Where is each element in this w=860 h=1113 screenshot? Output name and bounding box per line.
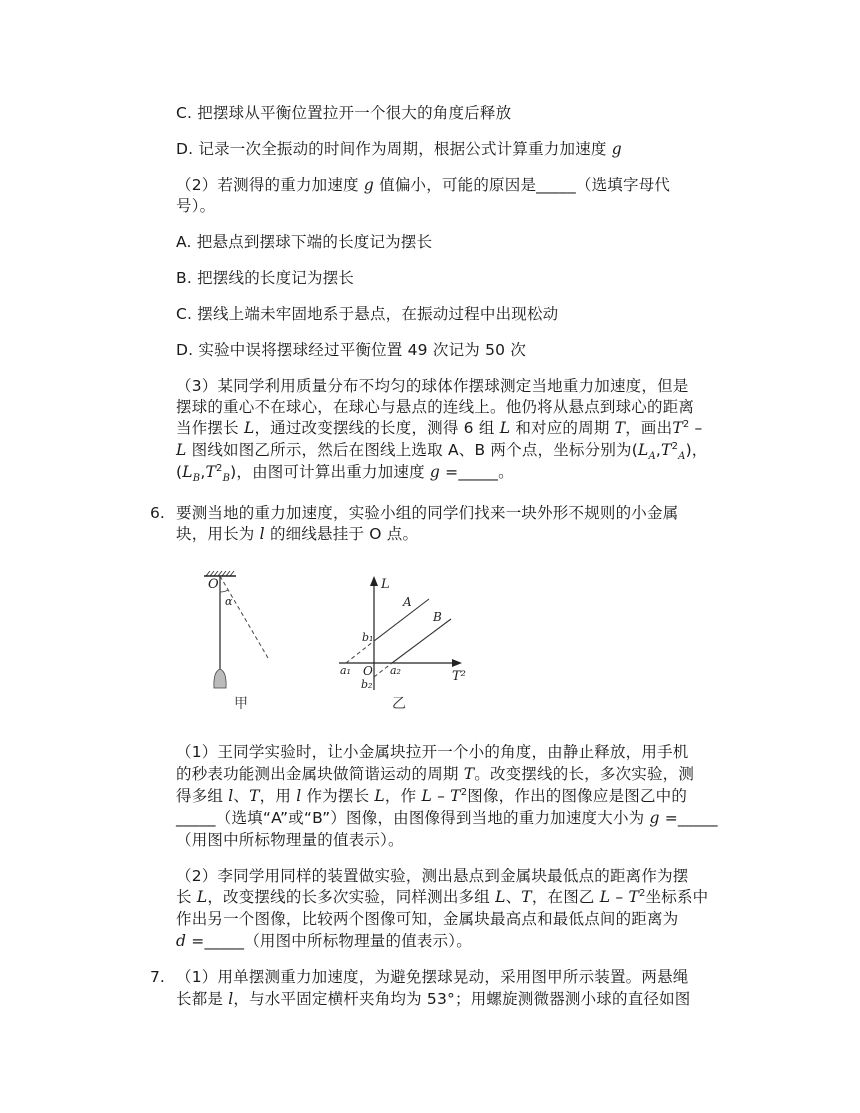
- option-c-line: C. 把摆球从平衡位置拉开一个很大的角度后释放: [176, 104, 512, 122]
- label-T2-axis: T²: [452, 669, 466, 684]
- label-O-jia: O: [208, 577, 219, 592]
- sub-question-2-line1: （2）若测得的重力加速度 g 值偏小，可能的原因是_____（选填字母代: [176, 176, 671, 194]
- label-B: B: [433, 610, 442, 624]
- sub-question-3-line3: 当作摆长 L，通过改变摆线的长度，测得 6 组 L 和对应的周期 T，画出$T^2$ –: [176, 418, 703, 437]
- figure-yi: [339, 576, 466, 712]
- q6-sub2-line4: d =_____（用图中所标物理量的值表示）。: [176, 932, 472, 950]
- caption-jia: 甲: [234, 696, 248, 712]
- option-d-line: D. 记录一次全振动的时间作为周期，根据公式计算重力加速度 g: [176, 140, 622, 158]
- label-a2: a₂: [390, 664, 401, 677]
- label-L-axis: L: [381, 577, 390, 592]
- label-b1: b₁: [362, 631, 374, 644]
- figure-jia: [204, 571, 268, 712]
- q6-sub1-line3: 得多组 l、T，用 l 作为摆长 L，作 L – $T^2$图像，作出的图像应是图乙中的: [176, 786, 688, 805]
- option-b-line: B. 把摆线的长度记为摆长: [176, 269, 355, 287]
- q6-sub1-line5: （用图中所标物理量的值表示）。: [176, 831, 404, 849]
- label-A: A: [403, 595, 412, 609]
- option-a-line: A. 把悬点到摆球下端的长度记为摆长: [176, 233, 433, 251]
- question-number-7: 7.: [150, 968, 165, 986]
- label-O-yi: O: [363, 664, 373, 678]
- question-number-6: 6.: [150, 504, 165, 522]
- question-7-line1: （1）用单摆测重力加速度，为避免摆球晃动，采用图甲所示装置。两悬绳: [176, 968, 689, 986]
- q6-sub1-line4: _____（选填“A”或“B”）图像，由图像得到当地的重力加速度大小为 g =_____: [176, 809, 718, 827]
- option-c2-line: C. 摆线上端未牢固地系于悬点，在振动过程中出现松动: [176, 305, 559, 323]
- q6-sub2-line2: 长 L，改变摆线的长多次实验，同样测出多组 L、T，在图乙 L – $T^2$坐标系中: [176, 887, 709, 906]
- question-6-line2: 块，用长为 l 的细线悬挂于 O 点。: [176, 525, 419, 543]
- sub-question-3-line2: 摆球的重心不在球心，在球心与悬点的连线上。他仍将从悬点到球心的距离: [176, 398, 695, 416]
- label-a1: a₁: [340, 664, 351, 677]
- sub-question-3-line1: （3）某同学利用质量分布不均匀的球体作摆球测定当地重力加速度，但是: [176, 377, 689, 395]
- caption-yi: 乙: [392, 696, 406, 712]
- sub-question-3-line5: $(L_B,T^2_B)$，由图可计算出重力加速度 g =_____。: [176, 462, 514, 485]
- label-alpha: α: [225, 595, 233, 608]
- line-A: [374, 599, 429, 641]
- line-B: [392, 619, 451, 663]
- q6-sub2-line3: 作出另一个图像，比较两个图像可知，金属块最高点和最低点间的距离为: [176, 910, 679, 928]
- q6-sub1-line1: （1）王同学实验时，让小金属块拉开一个小的角度，由静止释放，用手机: [176, 743, 689, 761]
- sub-question-3-line4: L 图线如图乙所示，然后在图线上选取 A、B 两个点，坐标分别为$(L_A,T^2_A)$，: [176, 440, 708, 463]
- q6-sub2-line1: （2）李同学用同样的装置做实验，测出悬点到金属块最低点的距离作为摆: [176, 867, 689, 885]
- question-7-line2: 长都是 l，与水平固定横杆夹角均为 53°；用螺旋测微器测小球的直径如图: [176, 990, 691, 1008]
- label-b2: b₂: [361, 678, 373, 691]
- question-6-line1: 要测当地的重力加速度，实验小组的同学们找来一块外形不规则的小金属: [176, 504, 679, 522]
- option-d2-line: D. 实验中误将摆球经过平衡位置 49 次记为 50 次: [176, 341, 527, 359]
- pendulum-and-graph-figure: [196, 566, 486, 716]
- q6-sub1-line2: 的秒表功能测出金属块做简谐运动的周期 T。改变摆线的长，多次实验，测: [176, 765, 695, 783]
- sub-question-2-line2: 号）。: [176, 197, 216, 215]
